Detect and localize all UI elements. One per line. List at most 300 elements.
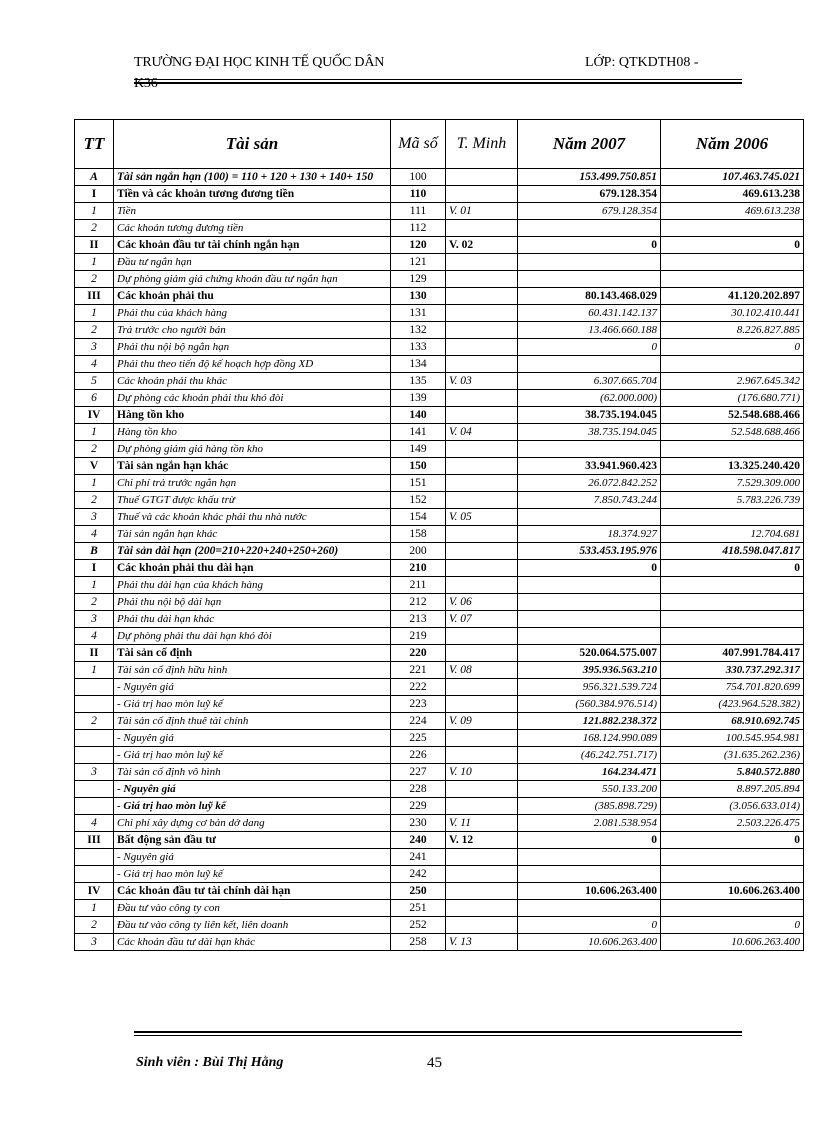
row-code: 225 xyxy=(391,730,446,747)
row-asset-name: Các khoản phải thu xyxy=(114,288,391,305)
row-value-2007: 60.431.142.137 xyxy=(518,305,661,322)
row-value-2006: 469.613.238 xyxy=(661,203,804,220)
row-note xyxy=(446,186,518,203)
row-value-2007: 38.735.194.045 xyxy=(518,424,661,441)
row-value-2006: (176.680.771) xyxy=(661,390,804,407)
row-value-2007: 550.133.200 xyxy=(518,781,661,798)
row-value-2007: 0 xyxy=(518,339,661,356)
row-note xyxy=(446,849,518,866)
row-value-2007: 33.941.960.423 xyxy=(518,458,661,475)
row-value-2007: (46.242.751.717) xyxy=(518,747,661,764)
row-value-2006: 5.840.572.880 xyxy=(661,764,804,781)
row-tt: 1 xyxy=(75,254,114,271)
header-rule xyxy=(134,79,742,80)
row-value-2006: 0 xyxy=(661,560,804,577)
row-tt xyxy=(75,696,114,713)
row-asset-name: - Giá trị hao mòn luỹ kế xyxy=(114,866,391,883)
row-asset-name: Thuế GTGT được khấu trừ xyxy=(114,492,391,509)
row-asset-name: Tiền và các khoản tương đương tiền xyxy=(114,186,391,203)
row-code: 100 xyxy=(391,169,446,186)
row-asset-name: Các khoản đầu tư dài hạn khác xyxy=(114,934,391,951)
row-tt: 2 xyxy=(75,322,114,339)
table-row xyxy=(75,441,804,458)
table-row xyxy=(75,169,804,186)
row-note: V. 08 xyxy=(446,662,518,679)
row-note xyxy=(446,458,518,475)
row-note xyxy=(446,577,518,594)
row-value-2007: 956.321.539.724 xyxy=(518,679,661,696)
row-tt: 2 xyxy=(75,713,114,730)
row-value-2007: 679.128.354 xyxy=(518,203,661,220)
row-note xyxy=(446,390,518,407)
row-tt: 3 xyxy=(75,339,114,356)
row-code: 228 xyxy=(391,781,446,798)
row-value-2006 xyxy=(661,509,804,526)
row-value-2007: 533.453.195.976 xyxy=(518,543,661,560)
row-value-2007: (62.000.000) xyxy=(518,390,661,407)
row-asset-name: - Giá trị hao mòn luỹ kế xyxy=(114,747,391,764)
row-value-2007 xyxy=(518,220,661,237)
row-note xyxy=(446,475,518,492)
row-code: 131 xyxy=(391,305,446,322)
row-tt: I xyxy=(75,560,114,577)
row-code: 150 xyxy=(391,458,446,475)
row-note xyxy=(446,288,518,305)
row-tt: II xyxy=(75,645,114,662)
table-header-row xyxy=(75,120,804,169)
row-tt: 2 xyxy=(75,917,114,934)
row-value-2007: 18.374.927 xyxy=(518,526,661,543)
row-value-2006: 0 xyxy=(661,832,804,849)
row-asset-name: Tài sản ngắn hạn khác xyxy=(114,458,391,475)
row-note xyxy=(446,679,518,696)
row-value-2006: (423.964.528.382) xyxy=(661,696,804,713)
row-value-2006: 2.503.226.475 xyxy=(661,815,804,832)
row-tt: 1 xyxy=(75,203,114,220)
row-asset-name: Các khoản đầu tư tài chính ngắn hạn xyxy=(114,237,391,254)
row-code: 200 xyxy=(391,543,446,560)
row-value-2006 xyxy=(661,220,804,237)
row-code: 224 xyxy=(391,713,446,730)
row-value-2006 xyxy=(661,271,804,288)
row-code: 229 xyxy=(391,798,446,815)
row-value-2007: 26.072.842.252 xyxy=(518,475,661,492)
row-asset-name: Tài sản ngắn hạn (100) = 110 + 120 + 130 + 140+ 150 xyxy=(114,169,391,186)
row-value-2006: 68.910.692.745 xyxy=(661,713,804,730)
row-value-2006: 0 xyxy=(661,339,804,356)
row-note xyxy=(446,339,518,356)
row-note xyxy=(446,492,518,509)
row-note: V. 09 xyxy=(446,713,518,730)
row-value-2007: 10.606.263.400 xyxy=(518,883,661,900)
table-row xyxy=(75,696,804,713)
row-tt: 3 xyxy=(75,611,114,628)
row-note xyxy=(446,645,518,662)
table-row xyxy=(75,254,804,271)
row-note xyxy=(446,696,518,713)
table-row xyxy=(75,781,804,798)
row-value-2007 xyxy=(518,900,661,917)
row-note: V. 03 xyxy=(446,373,518,390)
row-asset-name: Trả trước cho người bán xyxy=(114,322,391,339)
row-note: V. 04 xyxy=(446,424,518,441)
row-asset-name: Chi phí xây dựng cơ bản dở dang xyxy=(114,815,391,832)
table-row xyxy=(75,543,804,560)
row-asset-name: Đầu tư vào công ty con xyxy=(114,900,391,917)
row-asset-name: Các khoản tương đương tiền xyxy=(114,220,391,237)
row-value-2006: (31.635.262.236) xyxy=(661,747,804,764)
row-tt xyxy=(75,679,114,696)
row-note xyxy=(446,560,518,577)
row-asset-name: Đầu tư vào công ty liên kết, liên doanh xyxy=(114,917,391,934)
row-tt: 5 xyxy=(75,373,114,390)
row-asset-name: Các khoản đầu tư tài chính dài hạn xyxy=(114,883,391,900)
table-body xyxy=(75,169,804,951)
row-asset-name: Tiền xyxy=(114,203,391,220)
row-value-2006 xyxy=(661,849,804,866)
row-tt: 2 xyxy=(75,220,114,237)
row-code: 211 xyxy=(391,577,446,594)
row-asset-name: Tài sản cố định vô hình xyxy=(114,764,391,781)
row-code: 152 xyxy=(391,492,446,509)
row-value-2006: 13.325.240.420 xyxy=(661,458,804,475)
col-header-code: Mã số xyxy=(391,120,446,169)
table-row xyxy=(75,917,804,934)
class-label: LỚP: QTKDTH08 - xyxy=(585,55,699,70)
table-row xyxy=(75,883,804,900)
row-value-2007 xyxy=(518,441,661,458)
table-row xyxy=(75,934,804,951)
row-value-2007 xyxy=(518,594,661,611)
row-value-2007 xyxy=(518,611,661,628)
row-asset-name: Phải thu theo tiến độ kế hoạch hợp đồng XD xyxy=(114,356,391,373)
col-header-tt: TT xyxy=(75,120,114,169)
row-asset-name: Tài sản cố định thuê tài chính xyxy=(114,713,391,730)
col-header-2006: Năm 2006 xyxy=(661,120,804,169)
col-header-2007: Năm 2007 xyxy=(518,120,661,169)
row-code: 252 xyxy=(391,917,446,934)
row-asset-name: Các khoản phải thu khác xyxy=(114,373,391,390)
row-value-2007: 0 xyxy=(518,917,661,934)
row-value-2006 xyxy=(661,577,804,594)
row-value-2007: 520.064.575.007 xyxy=(518,645,661,662)
row-asset-name: Chi phí trả trước ngắn hạn xyxy=(114,475,391,492)
row-value-2006 xyxy=(661,900,804,917)
row-tt: III xyxy=(75,288,114,305)
row-value-2007 xyxy=(518,628,661,645)
table-row xyxy=(75,186,804,203)
row-note xyxy=(446,169,518,186)
row-asset-name: Tài sản cố định xyxy=(114,645,391,662)
row-code: 223 xyxy=(391,696,446,713)
row-value-2006: 8.226.827.885 xyxy=(661,322,804,339)
table-row xyxy=(75,492,804,509)
row-tt: II xyxy=(75,237,114,254)
row-asset-name: - Giá trị hao mòn luỹ kế xyxy=(114,798,391,815)
row-value-2006: 8.897.205.894 xyxy=(661,781,804,798)
class-suffix: K36 xyxy=(134,76,158,91)
table-row xyxy=(75,577,804,594)
row-asset-name: Dự phòng giảm giá hàng tồn kho xyxy=(114,441,391,458)
row-value-2006 xyxy=(661,254,804,271)
table-row xyxy=(75,237,804,254)
row-tt: IV xyxy=(75,883,114,900)
row-value-2007: 395.936.563.210 xyxy=(518,662,661,679)
row-note xyxy=(446,628,518,645)
row-asset-name: Tài sản ngắn hạn khác xyxy=(114,526,391,543)
row-asset-name: Các khoản phải thu dài hạn xyxy=(114,560,391,577)
row-code: 134 xyxy=(391,356,446,373)
row-value-2007 xyxy=(518,866,661,883)
row-note: V. 02 xyxy=(446,237,518,254)
table-row xyxy=(75,271,804,288)
row-note xyxy=(446,747,518,764)
row-code: 140 xyxy=(391,407,446,424)
row-value-2006: 7.529.309.000 xyxy=(661,475,804,492)
row-tt: III xyxy=(75,832,114,849)
row-value-2006: 0 xyxy=(661,237,804,254)
row-tt: 2 xyxy=(75,492,114,509)
table-row xyxy=(75,509,804,526)
footer-rule xyxy=(134,1035,742,1036)
row-asset-name: Bất động sản đầu tư xyxy=(114,832,391,849)
table-row xyxy=(75,730,804,747)
row-value-2006: 754.701.820.699 xyxy=(661,679,804,696)
row-value-2006: 12.704.681 xyxy=(661,526,804,543)
row-value-2007: (385.898.729) xyxy=(518,798,661,815)
student-name: Sinh viên : Bùi Thị Hằng xyxy=(136,1055,284,1070)
row-tt: 1 xyxy=(75,424,114,441)
table-row xyxy=(75,611,804,628)
row-value-2006: (3.056.633.014) xyxy=(661,798,804,815)
row-asset-name: Phải thu nội bộ ngắn hạn xyxy=(114,339,391,356)
row-asset-name: Phải thu nội bộ dài hạn xyxy=(114,594,391,611)
row-asset-name: Dự phòng phải thu dài hạn khó đòi xyxy=(114,628,391,645)
table-row xyxy=(75,407,804,424)
row-note xyxy=(446,883,518,900)
row-note xyxy=(446,866,518,883)
row-value-2006: 418.598.047.817 xyxy=(661,543,804,560)
table-row xyxy=(75,849,804,866)
row-tt: 2 xyxy=(75,441,114,458)
row-code: 226 xyxy=(391,747,446,764)
table-row xyxy=(75,866,804,883)
row-value-2007: 6.307.665.704 xyxy=(518,373,661,390)
row-asset-name: Phải thu của khách hàng xyxy=(114,305,391,322)
row-note: V. 05 xyxy=(446,509,518,526)
footer-rule-thick xyxy=(134,1031,742,1033)
row-tt: 1 xyxy=(75,900,114,917)
row-value-2007: 13.466.660.188 xyxy=(518,322,661,339)
row-code: 132 xyxy=(391,322,446,339)
row-value-2006: 330.737.292.317 xyxy=(661,662,804,679)
row-tt: 6 xyxy=(75,390,114,407)
table-row xyxy=(75,373,804,390)
row-value-2006 xyxy=(661,611,804,628)
row-asset-name: Hàng tồn kho xyxy=(114,424,391,441)
row-note: V. 07 xyxy=(446,611,518,628)
row-asset-name: Phải thu dài hạn của khách hàng xyxy=(114,577,391,594)
row-note xyxy=(446,526,518,543)
row-code: 212 xyxy=(391,594,446,611)
row-tt: 3 xyxy=(75,764,114,781)
table-row xyxy=(75,645,804,662)
row-value-2006: 469.613.238 xyxy=(661,186,804,203)
row-code: 151 xyxy=(391,475,446,492)
row-tt: 1 xyxy=(75,305,114,322)
row-value-2006: 0 xyxy=(661,917,804,934)
row-tt: 4 xyxy=(75,356,114,373)
row-asset-name: Tài sản cố định hữu hình xyxy=(114,662,391,679)
row-value-2007: 7.850.743.244 xyxy=(518,492,661,509)
row-code: 141 xyxy=(391,424,446,441)
row-code: 135 xyxy=(391,373,446,390)
row-value-2007: 38.735.194.045 xyxy=(518,407,661,424)
row-note: V. 12 xyxy=(446,832,518,849)
row-asset-name: Hàng tồn kho xyxy=(114,407,391,424)
row-code: 258 xyxy=(391,934,446,951)
row-value-2006 xyxy=(661,441,804,458)
row-value-2007 xyxy=(518,509,661,526)
row-value-2007 xyxy=(518,577,661,594)
row-value-2007 xyxy=(518,356,661,373)
row-asset-name: Phải thu dài hạn khác xyxy=(114,611,391,628)
table-row xyxy=(75,662,804,679)
row-value-2007: 121.882.238.372 xyxy=(518,713,661,730)
table-row xyxy=(75,475,804,492)
row-code: 149 xyxy=(391,441,446,458)
row-value-2007 xyxy=(518,254,661,271)
row-code: 111 xyxy=(391,203,446,220)
row-tt: V xyxy=(75,458,114,475)
row-value-2007: 0 xyxy=(518,237,661,254)
table-row xyxy=(75,747,804,764)
row-tt xyxy=(75,781,114,798)
row-note xyxy=(446,441,518,458)
row-code: 219 xyxy=(391,628,446,645)
table-row xyxy=(75,288,804,305)
row-note xyxy=(446,407,518,424)
row-value-2006: 107.463.745.021 xyxy=(661,169,804,186)
row-tt: 2 xyxy=(75,594,114,611)
row-code: 230 xyxy=(391,815,446,832)
table-row xyxy=(75,900,804,917)
row-tt: 1 xyxy=(75,577,114,594)
row-value-2006: 41.120.202.897 xyxy=(661,288,804,305)
row-code: 241 xyxy=(391,849,446,866)
row-code: 240 xyxy=(391,832,446,849)
row-tt xyxy=(75,730,114,747)
col-header-asset: Tài sản xyxy=(114,120,391,169)
row-tt: I xyxy=(75,186,114,203)
row-tt: A xyxy=(75,169,114,186)
row-tt: 2 xyxy=(75,271,114,288)
row-code: 121 xyxy=(391,254,446,271)
row-asset-name: - Nguyên giá xyxy=(114,730,391,747)
row-asset-name: Thuế và các khoản khác phải thu nhà nước xyxy=(114,509,391,526)
row-value-2006: 2.967.645.342 xyxy=(661,373,804,390)
header-rule-thick xyxy=(134,82,742,84)
row-value-2007: 0 xyxy=(518,560,661,577)
row-value-2007: 10.606.263.400 xyxy=(518,934,661,951)
row-value-2007: 168.124.990.089 xyxy=(518,730,661,747)
row-value-2006 xyxy=(661,866,804,883)
row-note xyxy=(446,356,518,373)
row-note: V. 13 xyxy=(446,934,518,951)
row-value-2006: 407.991.784.417 xyxy=(661,645,804,662)
row-code: 220 xyxy=(391,645,446,662)
table-row xyxy=(75,526,804,543)
table-row xyxy=(75,764,804,781)
row-asset-name: Dự phòng giảm giá chứng khoán đầu tư ngắn hạn xyxy=(114,271,391,288)
row-note xyxy=(446,305,518,322)
row-value-2007: 0 xyxy=(518,832,661,849)
row-tt: IV xyxy=(75,407,114,424)
table-row xyxy=(75,798,804,815)
row-tt: 4 xyxy=(75,815,114,832)
table-row xyxy=(75,203,804,220)
table-row xyxy=(75,713,804,730)
row-asset-name: - Nguyên giá xyxy=(114,679,391,696)
row-note xyxy=(446,900,518,917)
row-code: 129 xyxy=(391,271,446,288)
row-tt: 3 xyxy=(75,509,114,526)
row-value-2006: 30.102.410.441 xyxy=(661,305,804,322)
table-row xyxy=(75,390,804,407)
row-value-2007 xyxy=(518,271,661,288)
row-code: 250 xyxy=(391,883,446,900)
table-row xyxy=(75,815,804,832)
table-row xyxy=(75,560,804,577)
table-row xyxy=(75,339,804,356)
row-tt: 3 xyxy=(75,934,114,951)
row-value-2007: 80.143.468.029 xyxy=(518,288,661,305)
row-note xyxy=(446,781,518,798)
row-asset-name: Dự phòng các khoản phải thu khó đòi xyxy=(114,390,391,407)
table-row xyxy=(75,220,804,237)
row-value-2006 xyxy=(661,594,804,611)
row-code: 110 xyxy=(391,186,446,203)
row-note: V. 10 xyxy=(446,764,518,781)
balance-sheet-table xyxy=(74,119,804,951)
row-tt: 1 xyxy=(75,475,114,492)
page-number: 45 xyxy=(427,1055,442,1071)
row-note: V. 06 xyxy=(446,594,518,611)
row-code: 112 xyxy=(391,220,446,237)
row-asset-name: Tài sản dài hạn (200=210+220+240+250+260) xyxy=(114,543,391,560)
row-note xyxy=(446,271,518,288)
row-tt xyxy=(75,849,114,866)
school-name: TRƯỜNG ĐẠI HỌC KINH TẾ QUỐC DÂN K36 xyxy=(134,55,385,91)
row-asset-name: - Nguyên giá xyxy=(114,849,391,866)
row-code: 130 xyxy=(391,288,446,305)
row-value-2007: 679.128.354 xyxy=(518,186,661,203)
row-note xyxy=(446,798,518,815)
row-value-2007: 2.081.538.954 xyxy=(518,815,661,832)
row-note xyxy=(446,730,518,747)
table-row xyxy=(75,679,804,696)
col-header-note: T. Minh xyxy=(446,120,518,169)
row-note xyxy=(446,322,518,339)
row-code: 158 xyxy=(391,526,446,543)
row-code: 133 xyxy=(391,339,446,356)
table-row xyxy=(75,305,804,322)
row-tt xyxy=(75,798,114,815)
row-code: 221 xyxy=(391,662,446,679)
row-note xyxy=(446,917,518,934)
row-tt: 4 xyxy=(75,628,114,645)
row-tt xyxy=(75,866,114,883)
